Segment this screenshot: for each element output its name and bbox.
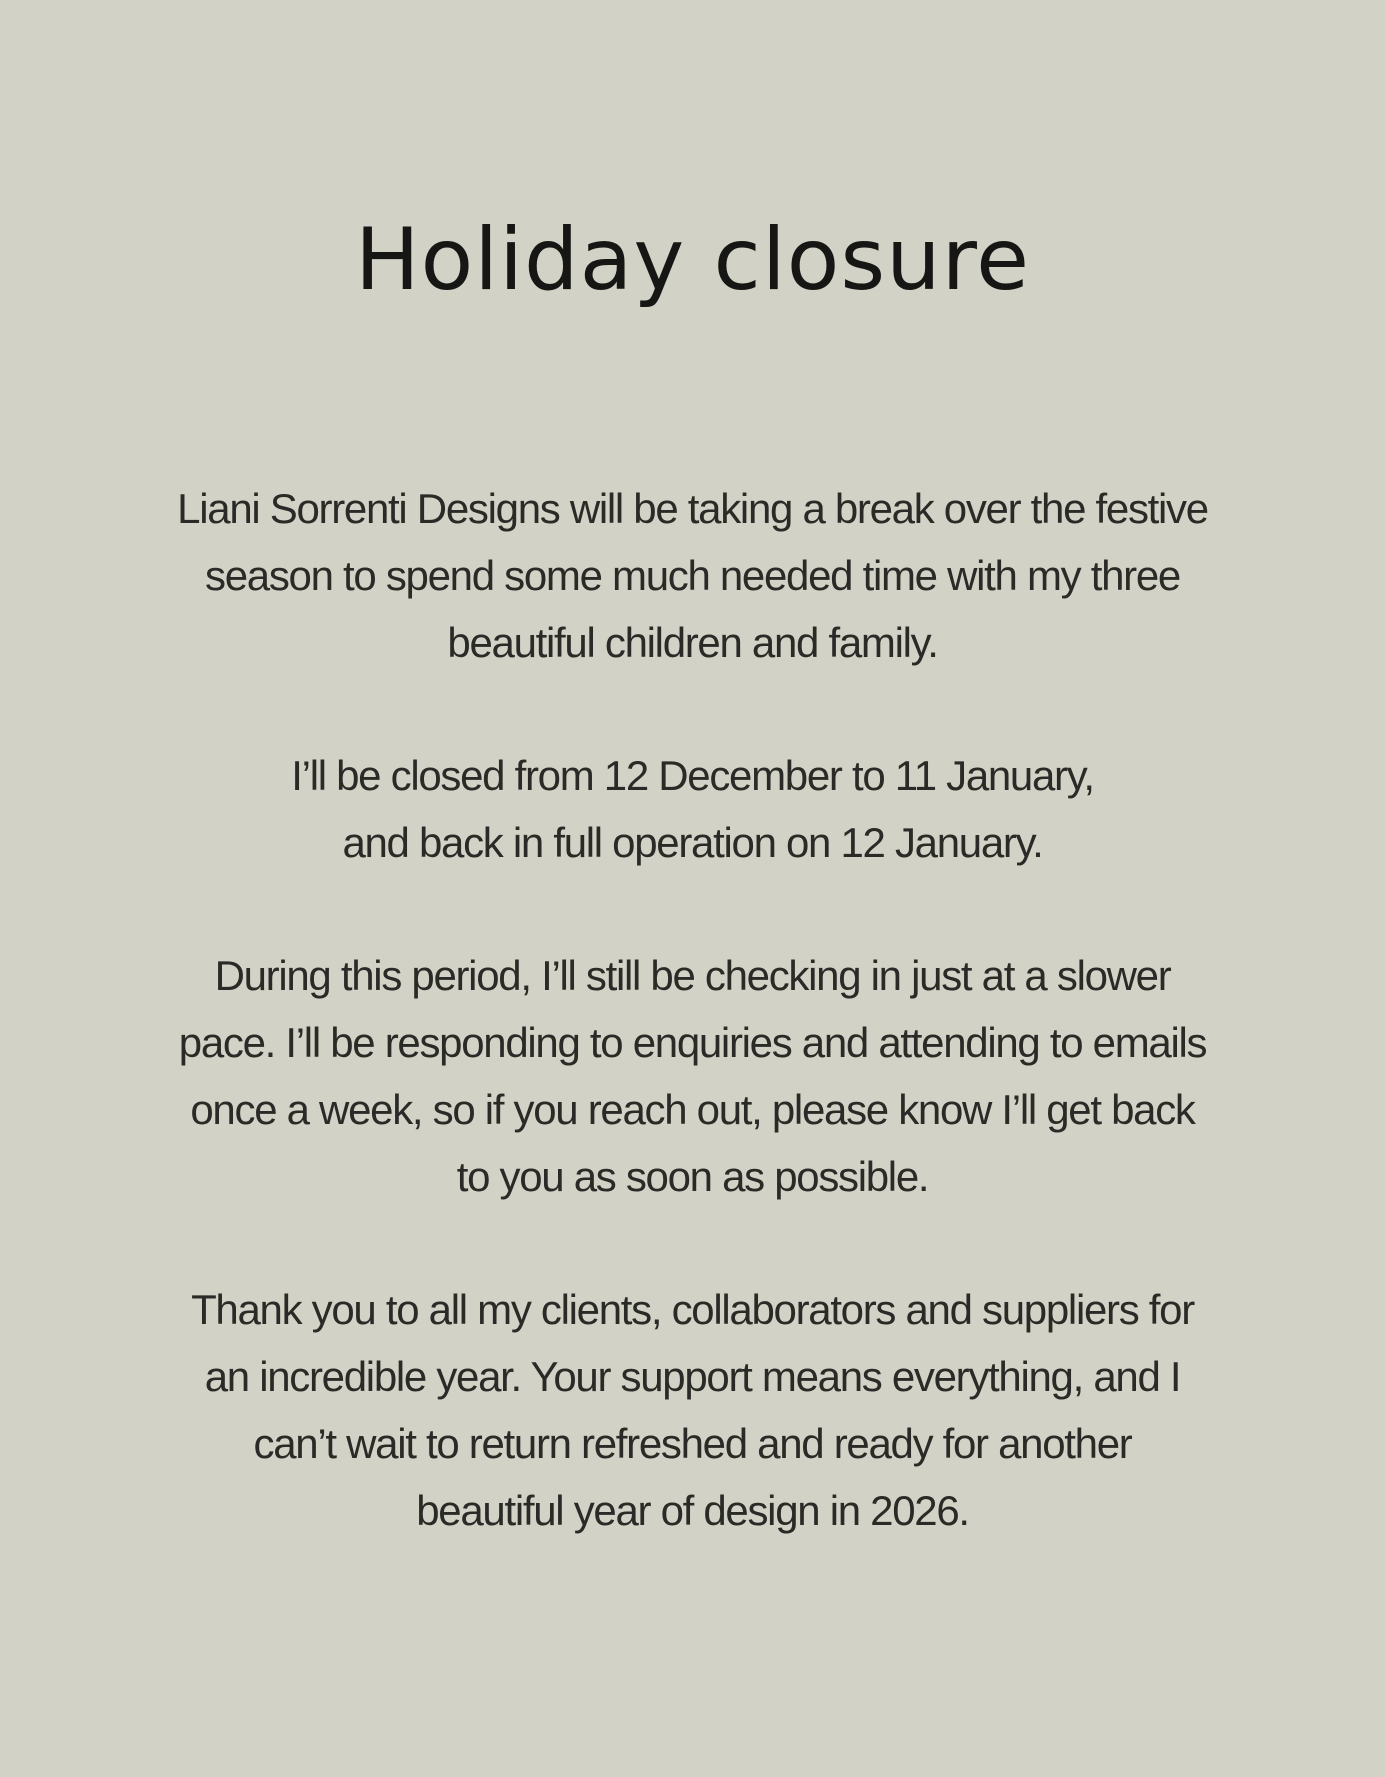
paragraph-line: an incredible year. Your support means everything, and I [204,1353,1181,1400]
paragraph-line: During this period, I’ll still be checking in just at a slower [214,952,1171,999]
paragraph-festive-break [130,475,1255,676]
paragraph-closure-dates [130,742,1255,876]
paragraph-line: season to spend some much needed time with my three [205,552,1180,599]
paragraph-line: and back in full operation on 12 January. [342,819,1043,866]
paragraph-line: I’ll be closed from 12 December to 11 January, [291,752,1094,799]
paragraph-line: beautiful children and family. [447,619,938,666]
paragraph-line: Liani Sorrenti Designs will be taking a break over the festive [177,485,1208,532]
paragraph-line: pace. I’ll be responding to enquiries and attending to emails [178,1019,1207,1066]
paragraph-line: can’t wait to return refreshed and ready for another [253,1420,1132,1467]
paragraph-email-response [130,942,1255,1210]
paragraph-thank-you [130,1276,1255,1544]
paragraph-line: beautiful year of design in 2026. [416,1487,969,1534]
paragraph-line: to you as soon as possible. [456,1153,929,1200]
paragraph-line: Thank you to all my clients, collaborators and suppliers for [191,1286,1194,1333]
page-title: Holiday closure [354,210,1031,310]
paragraph-line: once a week, so if you reach out, please know I’ll get back [190,1086,1195,1133]
